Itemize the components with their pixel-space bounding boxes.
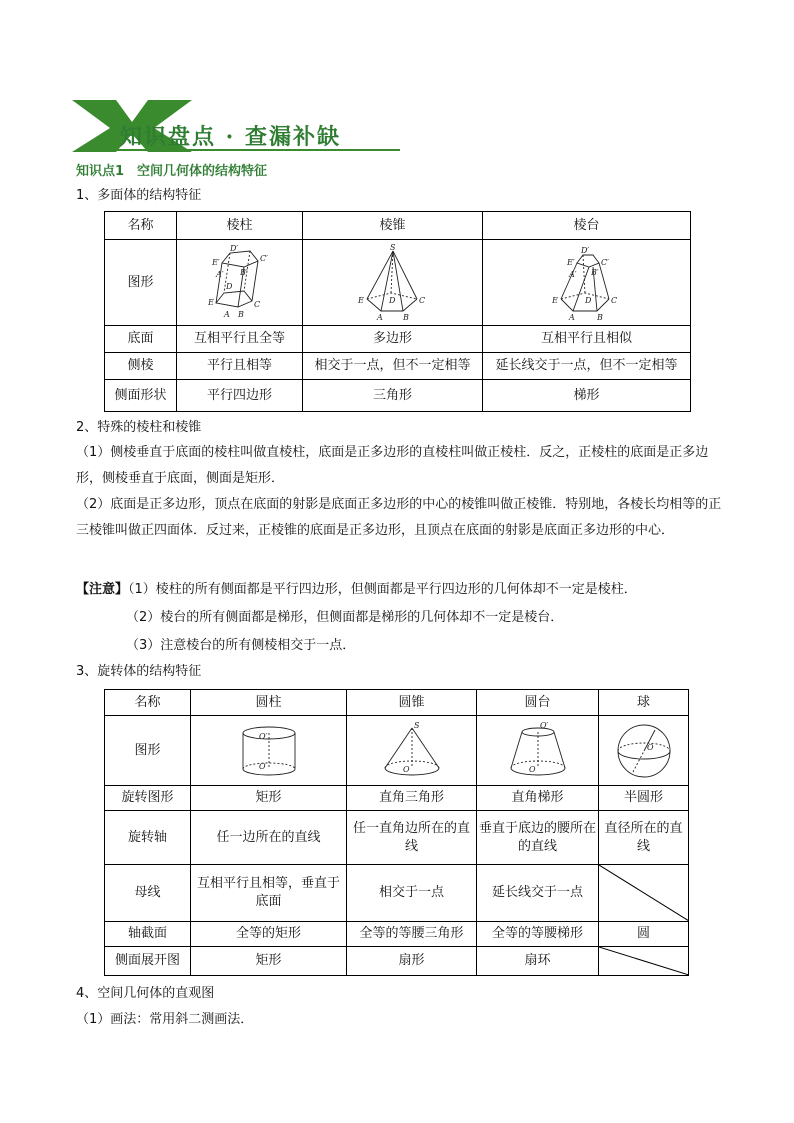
svg-text:D′: D′ (229, 243, 238, 253)
svg-text:C′: C′ (600, 257, 609, 267)
note-text-1: （1）棱柱的所有侧面都是平行四边形，但侧面都是平行四边形的几何体却不一定是棱柱． (128, 582, 637, 597)
row-label: 侧棱 (105, 353, 177, 380)
sphere-figure-cell (599, 716, 689, 786)
sphere-figure (611, 720, 677, 782)
row-label: 旋转轴 (105, 811, 191, 865)
table-cell: 平行四边形 (177, 380, 303, 412)
row-label: 图形 (105, 716, 191, 786)
table-row (105, 716, 689, 786)
cylinder-figure-cell (191, 716, 347, 786)
table-cell: 直角三角形 (347, 786, 477, 811)
table-cell: 直角梯形 (477, 786, 599, 811)
section4-heading: 4、空间几何体的直观图 (76, 986, 215, 1001)
svg-text:E: E (551, 295, 558, 305)
table-cell: 相交于一点 (347, 865, 477, 922)
svg-text:S: S (389, 242, 395, 252)
table-row (105, 353, 691, 380)
row-label: 侧面展开图 (105, 947, 191, 976)
section2-heading: 2、特殊的棱柱和棱锥 (76, 420, 202, 435)
row-label: 侧面形状 (105, 380, 177, 412)
svg-text:E: E (357, 295, 364, 305)
svg-text:O′: O′ (258, 731, 267, 741)
svg-text:B: B (237, 309, 244, 319)
table-cell: 三角形 (303, 380, 483, 412)
svg-text:O: O (258, 761, 266, 771)
row-label: 轴截面 (105, 922, 191, 947)
svg-text:B: B (596, 312, 603, 322)
table-cell: 延长线交于一点，但不一定相等 (483, 353, 691, 380)
svg-text:C: C (610, 295, 617, 305)
table-row (105, 380, 691, 412)
frustum-figure-cell (483, 240, 691, 326)
header-cell: 圆台 (477, 690, 599, 716)
pyramid-figure-cell (303, 240, 483, 326)
section2-paragraph1: （1）侧棱垂直于底面的棱柱叫做直棱柱，底面是正多边形的直棱柱叫做正棱柱．反之，正棱柱的底面是正多边形，侧棱垂直于底面，侧面是矩形． (76, 445, 709, 486)
truncated-cone-figure (503, 720, 573, 782)
section1-heading: 1、多面体的结构特征 (76, 188, 202, 203)
svg-text:D: D (225, 281, 232, 291)
svg-text:D: D (584, 295, 591, 305)
row-label: 母线 (105, 865, 191, 922)
table-header-row (105, 690, 689, 716)
rotation-solid-table (104, 689, 689, 976)
table-cell: 全等的等腰三角形 (347, 922, 477, 947)
table-row (105, 786, 689, 811)
pyramid-figure (353, 243, 433, 323)
table-row (105, 865, 689, 922)
header-cell: 棱锥 (303, 212, 483, 240)
polyhedron-table (104, 211, 691, 412)
row-label: 旋转图形 (105, 786, 191, 811)
diagonal-slash (599, 865, 689, 921)
svg-text:S: S (413, 720, 419, 730)
svg-text:B′: B′ (239, 267, 248, 277)
note-line-1 (76, 580, 637, 600)
svg-text:A: A (376, 312, 383, 322)
header-cell: 名称 (105, 690, 191, 716)
table-cell: 互相平行且相似 (483, 326, 691, 353)
cone-figure (377, 720, 447, 782)
section4-paragraph1: （1）画法：常用斜二测画法． (76, 1012, 254, 1027)
svg-text:O: O (528, 764, 536, 774)
svg-text:E′: E′ (566, 257, 575, 267)
table-row (105, 240, 691, 326)
table-cell: 梯形 (483, 380, 691, 412)
section2-paragraph2: （2）底面是正多边形，顶点在底面的射影是底面正多边形的中心的棱锥叫做正棱锥．特别地，各棱长均相等的正三棱锥叫做正四面体．反过来，正棱锥的底面是正多边形，且顶点在底面的射影是底面正多边形的中心． (76, 497, 722, 538)
svg-text:A′: A′ (215, 269, 224, 279)
header-cell: 球 (599, 690, 689, 716)
frustum-figure (547, 243, 627, 323)
table-row (105, 326, 691, 353)
svg-text:E′: E′ (211, 257, 220, 267)
table-cell: 互相平行且全等 (177, 326, 303, 353)
table-cell: 全等的等腰梯形 (477, 922, 599, 947)
table-cell: 矩形 (191, 786, 347, 811)
table-cell: 平行且相等 (177, 353, 303, 380)
svg-text:C: C (418, 295, 425, 305)
empty-diagonal-cell (599, 865, 689, 922)
row-label: 图形 (105, 240, 177, 326)
prism-figure-cell (177, 240, 303, 326)
table-row (105, 811, 689, 865)
table-cell: 圆 (599, 922, 689, 947)
header-cell: 圆锥 (347, 690, 477, 716)
table-cell: 延长线交于一点 (477, 865, 599, 922)
table-cell: 直径所在的直线 (599, 811, 689, 865)
table-cell: 相交于一点，但不一定相等 (303, 353, 483, 380)
section3-heading: 3、旋转体的结构特征 (76, 664, 202, 679)
note-line-2: （2）棱台的所有侧面都是梯形，但侧面都是梯形的几何体却不一定是棱台． (126, 610, 564, 625)
table-cell: 全等的矩形 (191, 922, 347, 947)
svg-text:O: O (646, 742, 654, 752)
table-cell: 任一边所在的直线 (191, 811, 347, 865)
table-cell: 矩形 (191, 947, 347, 976)
knowledge-point-title: 知识点1 空间几何体的结构特征 (76, 164, 268, 179)
svg-text:D: D (388, 295, 395, 305)
header-cell: 棱台 (483, 212, 691, 240)
note-line-3: （3）注意棱台的所有侧棱相交于一点． (126, 638, 356, 653)
header-cell: 名称 (105, 212, 177, 240)
table-row (105, 947, 689, 976)
table-cell: 扇形 (347, 947, 477, 976)
table-cell: 半圆形 (599, 786, 689, 811)
table-cell: 多边形 (303, 326, 483, 353)
table-cell: 垂直于底边的腰所在的直线 (477, 811, 599, 865)
table-cell: 扇环 (477, 947, 599, 976)
cylinder-figure (234, 721, 304, 781)
prism-figure (200, 243, 280, 323)
svg-text:C′: C′ (259, 253, 268, 263)
table-row (105, 922, 689, 947)
svg-text:A: A (568, 312, 575, 322)
row-label: 底面 (105, 326, 177, 353)
table-cell: 互相平行且相等，垂直于底面 (191, 865, 347, 922)
svg-text:C: C (253, 299, 260, 309)
svg-text:B: B (402, 312, 409, 322)
diagonal-slash (599, 947, 689, 975)
svg-text:E: E (207, 297, 214, 307)
svg-text:O: O (402, 764, 410, 774)
cone-figure-cell (347, 716, 477, 786)
svg-text:A′: A′ (568, 269, 577, 279)
svg-text:B′: B′ (590, 267, 599, 277)
svg-text:A: A (223, 309, 230, 319)
svg-text:O′: O′ (539, 720, 548, 730)
header-cell: 棱柱 (177, 212, 303, 240)
banner-title: 知识盘点 · 查漏补缺 (120, 124, 341, 150)
frustum-cone-figure-cell (477, 716, 599, 786)
header-cell: 圆柱 (191, 690, 347, 716)
svg-text:D′: D′ (580, 245, 589, 255)
note-label: 【注意】 (76, 582, 129, 597)
empty-diagonal-cell (599, 947, 689, 976)
table-cell: 任一直角边所在的直线 (347, 811, 477, 865)
table-header-row (105, 212, 691, 240)
